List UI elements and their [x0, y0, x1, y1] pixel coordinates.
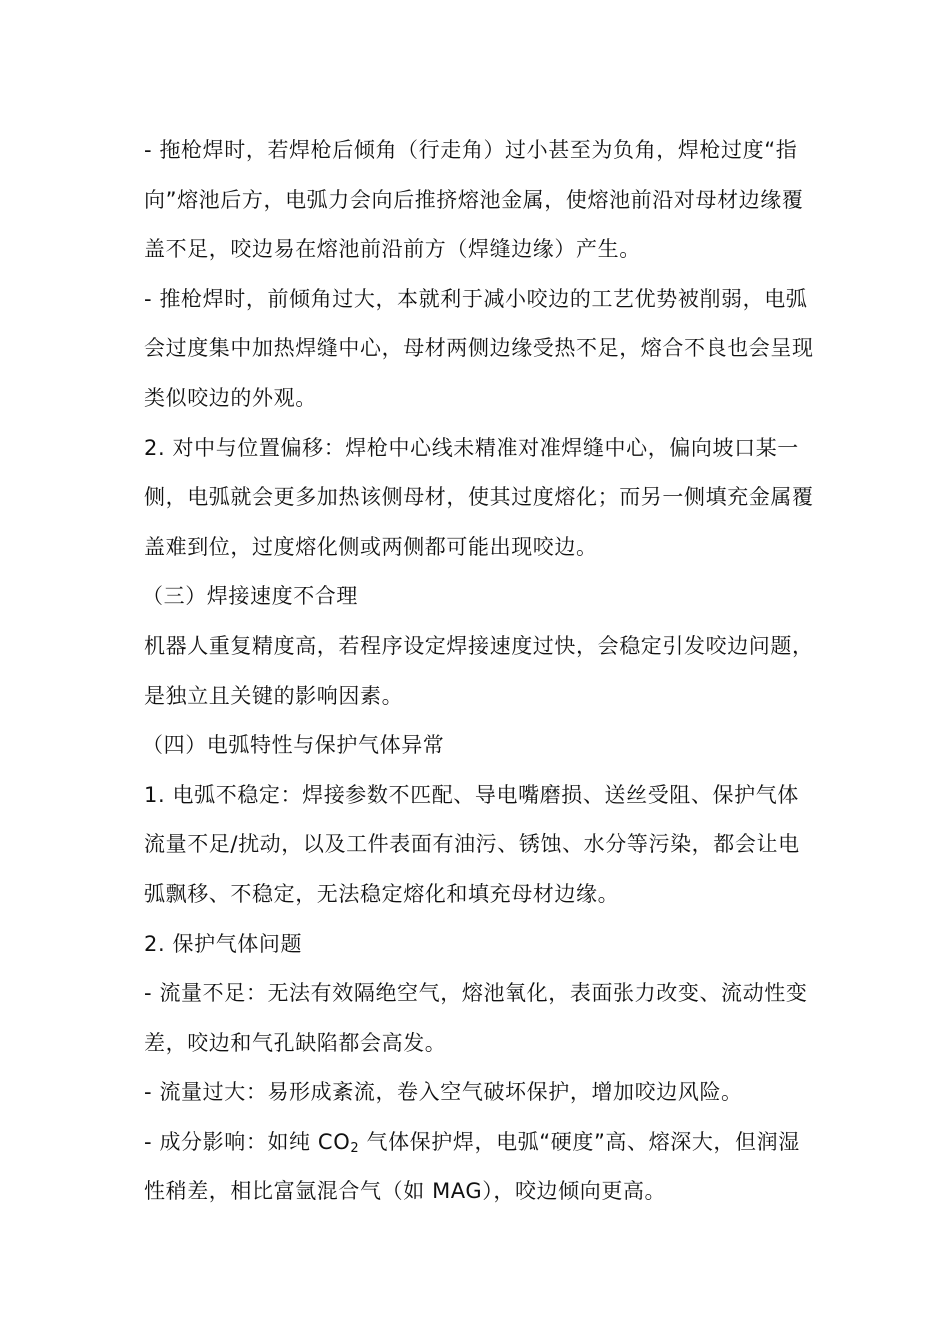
section-heading-arc-gas: （四）电弧特性与保护气体异常 [142, 733, 445, 758]
composition-text-end: 气体保护焊，电弧“硬度”高、熔深大，但润湿性稍差，相比富氩混合气（如 MAG），咬边倾向更高。 [144, 1129, 800, 1204]
document-page [144, 126, 816, 1217]
paragraph-composition [144, 1118, 816, 1217]
paragraph-drag-welding: - 拖枪焊时，若焊枪后倾角（行走角）过小甚至为负角，焊枪过度“指向”熔池后方，电弧力会向后推挤熔池金属，使熔池前沿对母材边缘覆盖不足，咬边易在熔池前沿前方（焊缝边缘）产生。 [144, 138, 804, 262]
composition-text-start: - 成分影响：如纯 CO [144, 1129, 351, 1154]
paragraph-high-flow: - 流量过大：易形成紊流，卷入空气破坏保护，增加咬边风险。 [144, 1080, 743, 1105]
paragraph-push-welding: - 推枪焊时，前倾角过大，本就利于减小咬边的工艺优势被削弱，电弧会过度集中加热焊缝中心，母材两侧边缘受热不足，熔合不良也会呈现类似咬边的外观。 [144, 286, 814, 410]
paragraph-welding-speed: 机器人重复精度高，若程序设定焊接速度过快，会稳定引发咬边问题，是独立且关键的影响因素。 [144, 633, 814, 708]
paragraph-arc-instability: 1. 电弧不稳定：焊接参数不匹配、导电嘴磨损、送丝受阻、保护气体流量不足/扰动，以及工件表面有油污、锈蚀、水分等污染，都会让电弧飘移、不稳定，无法稳定熔化和填充母材边缘。 [144, 782, 800, 906]
paragraph-low-flow: - 流量不足：无法有效隔绝空气，熔池氧化，表面张力改变、流动性变差，咬边和气孔缺陷都会高发。 [144, 981, 808, 1055]
section-heading-welding-speed: （三）焊接速度不合理 [142, 584, 358, 609]
paragraph-alignment-offset: 2. 对中与位置偏移：焊枪中心线未精准对准焊缝中心，偏向坡口某一侧，电弧就会更多加热该侧母材，使其过度熔化；而另一侧填充金属覆盖难到位，过度熔化侧或两侧都可能出现咬边。 [144, 435, 814, 559]
co2-subscript: 2 [350, 1140, 360, 1156]
paragraph-gas-problems: 2. 保护气体问题 [144, 931, 303, 956]
